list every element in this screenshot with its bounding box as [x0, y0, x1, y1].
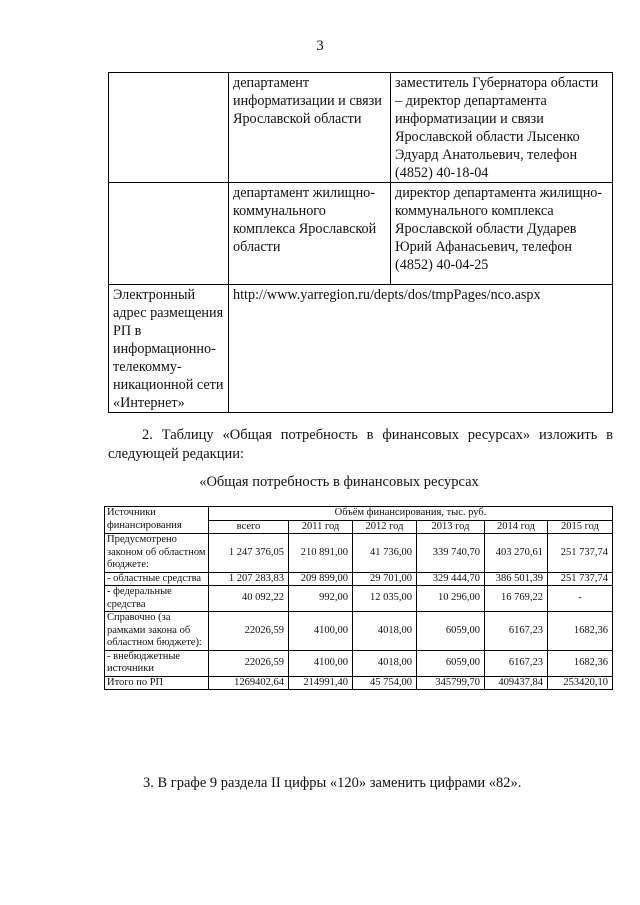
table-cell: 329 444,70: [417, 572, 485, 586]
table-cell: 6167,23: [485, 612, 548, 651]
row-label: Итого по РП: [105, 676, 209, 690]
table-cell: 4100,00: [289, 650, 353, 676]
table-cell: 41 736,00: [353, 534, 417, 573]
column-header: всего: [209, 520, 289, 534]
row-label: - федеральные средства: [105, 586, 209, 612]
table-cell: 6059,00: [417, 612, 485, 651]
table-cell: 22026,59: [209, 612, 289, 651]
table-cell: 4018,00: [353, 650, 417, 676]
table-cell: 251 737,74: [548, 572, 613, 586]
table-row: [105, 586, 613, 612]
department-cell: департамент информатизации и связи Ярославской области: [229, 73, 391, 183]
table-row: [105, 676, 613, 690]
department-cell: департамент жилищно-коммунального комплекса Ярославской области: [229, 183, 391, 285]
column-header: 2013 год: [417, 520, 485, 534]
table-cell: 12 035,00: [353, 586, 417, 612]
table-cell: 409437,84: [485, 676, 548, 690]
table-cell: 40 092,22: [209, 586, 289, 612]
row-label: - внебюджетные источники: [105, 650, 209, 676]
column-header: 2014 год: [485, 520, 548, 534]
table-cell: 345799,70: [417, 676, 485, 690]
table-cell: 210 891,00: [289, 534, 353, 573]
table-cell: 4100,00: [289, 612, 353, 651]
paragraph-3: 3. В графе 9 раздела II цифры «120» заменить цифрами «82».: [143, 775, 522, 791]
table-cell: 992,00: [289, 586, 353, 612]
table-header-row: [105, 507, 613, 521]
column-header: 2011 год: [289, 520, 353, 534]
table-cell: 6059,00: [417, 650, 485, 676]
table-cell: 253420,10: [548, 676, 613, 690]
row-label: - областные средства: [105, 572, 209, 586]
address-label-cell: Электронный адрес размещения РП в информационно-телекомму-никационной сети «Интернет»: [109, 285, 229, 413]
table-cell: 6167,23: [485, 650, 548, 676]
table-row: [109, 183, 613, 285]
table-row: [105, 650, 613, 676]
table-cell: 45 754,00: [353, 676, 417, 690]
table-row: [105, 534, 613, 573]
table-cell: 22026,59: [209, 650, 289, 676]
table-cell: 251 737,74: [548, 534, 613, 573]
table-cell: 16 769,22: [485, 586, 548, 612]
column-header: 2012 год: [353, 520, 417, 534]
table-row: [109, 285, 613, 413]
header-volume: Объём финансирования, тыс. руб.: [209, 507, 613, 521]
table-cell: 209 899,00: [289, 572, 353, 586]
row-label: Справочно (за рамками закона об областном бюджете):: [105, 612, 209, 651]
table-cell: 386 501,39: [485, 572, 548, 586]
table-cell: -: [548, 586, 613, 612]
column-header: 2015 год: [548, 520, 613, 534]
table-cell: 1 207 283,83: [209, 572, 289, 586]
table-cell: 1682,36: [548, 650, 613, 676]
table-cell: 29 701,00: [353, 572, 417, 586]
table-cell: 214991,40: [289, 676, 353, 690]
table-cell: 403 270,61: [485, 534, 548, 573]
table-caption: «Общая потребность в финансовых ресурсах: [199, 474, 479, 490]
table-row: [109, 73, 613, 183]
table-cell: 1 247 376,05: [209, 534, 289, 573]
address-url-cell[interactable]: http://www.yarregion.ru/depts/dos/tmpPages/nco.aspx: [229, 285, 613, 413]
contact-cell: заместитель Губернатора области – директор департамента информатизации и связи Ярославской области Лысенко Эдуард Анатольевич, телефон (4852) 40-18-04: [391, 73, 613, 183]
table-cell: 1269402,64: [209, 676, 289, 690]
table-cell: [109, 73, 229, 183]
table-cell: [109, 183, 229, 285]
table-row: [105, 572, 613, 586]
table-cell: 1682,36: [548, 612, 613, 651]
contacts-table: [108, 72, 613, 413]
table-cell: 10 296,00: [417, 586, 485, 612]
row-label: Предусмотрено законом об областном бюджете:: [105, 534, 209, 573]
page-number: 3: [316, 38, 324, 54]
table-cell: 4018,00: [353, 612, 417, 651]
contact-cell: директор департамента жилищно-коммунального комплекса Ярославской области Дударев Юрий Афанасьевич, телефон (4852) 40-04-25: [391, 183, 613, 285]
table-row: [105, 612, 613, 651]
paragraph-2: 2. Таблицу «Общая потребность в финансовых ресурсах» изложить в следующей редакции:: [108, 427, 613, 462]
finance-table: [104, 506, 613, 690]
header-sources: Источники финансирования: [105, 507, 209, 534]
table-cell: 339 740,70: [417, 534, 485, 573]
